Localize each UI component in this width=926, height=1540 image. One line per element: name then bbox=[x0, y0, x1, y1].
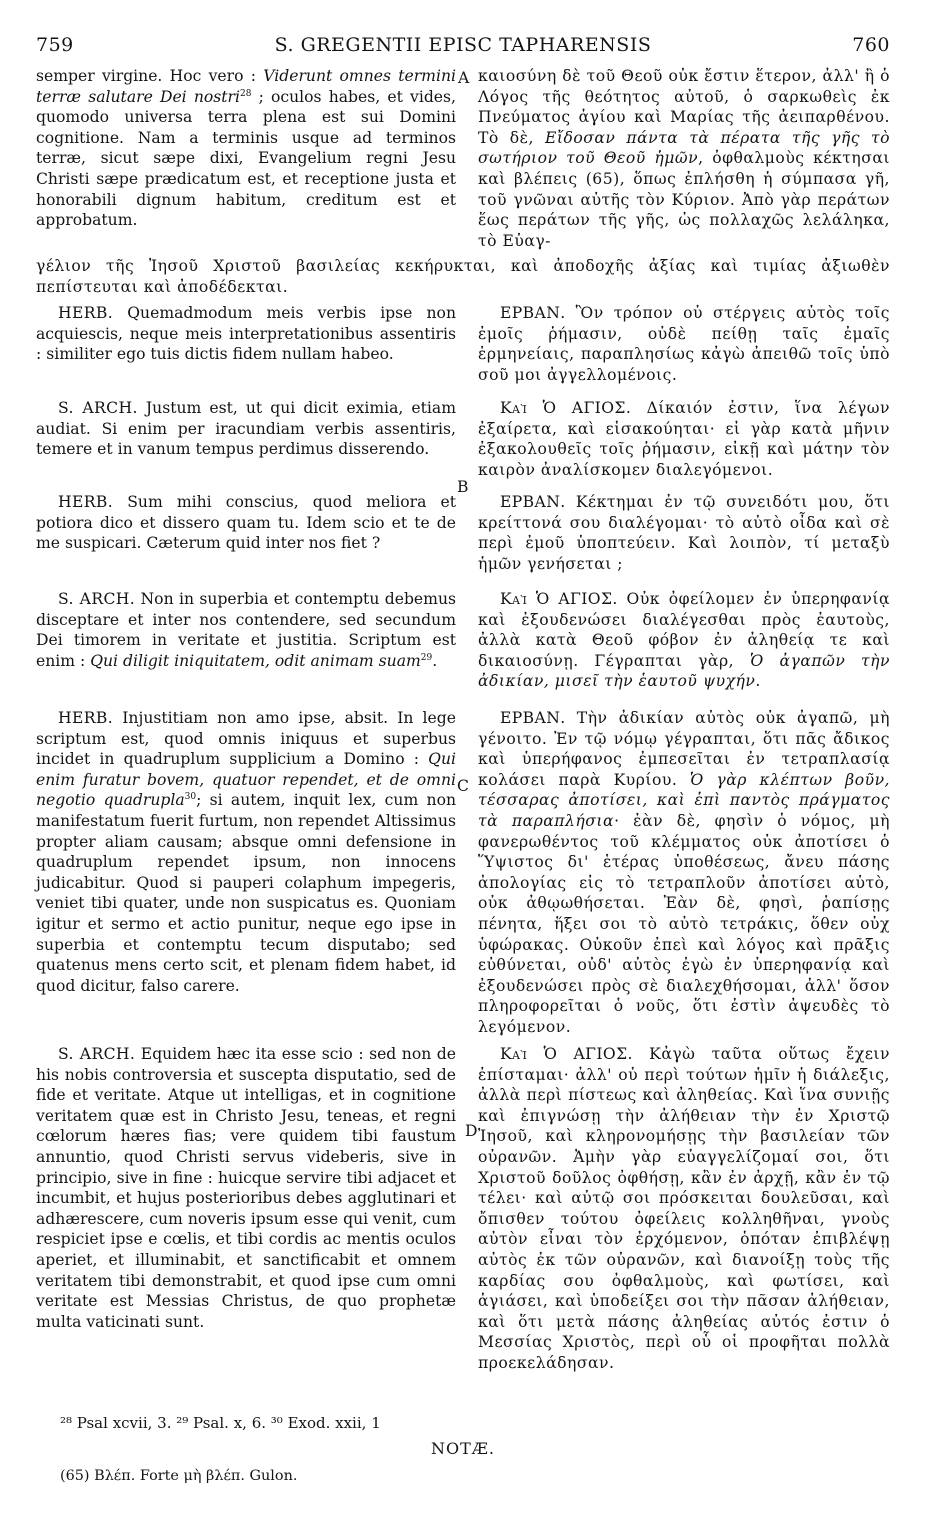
page-number-left: 759 bbox=[36, 34, 74, 56]
running-title: S. GREGENTII EPISC TAPHARENSIS bbox=[274, 34, 652, 56]
margin-letter-c: C bbox=[457, 777, 469, 795]
latin-paragraph-2: HERB. Quemadmodum meis verbis ipse non acquiescis, neque meis interpretationibus assentiris : similiter ego tuis dictis fidem nullam habeo. bbox=[36, 304, 456, 364]
latin-paragraph-7: S. ARCH. Equidem hæc ita esse scio : sed non de his nobis controversia et suscepta disputatio, sed de fide et veritate. Atque ut intelligas, et in cognitione veritatem quæ est in Christo Jesu, teneas, et regni cœlorum hæres fias; vere quidem tibi faustum annuntio, quod Christi servus videberis, sive in principio, sive in fine : huicque servire tibi adjacet et incumbit, et hujus posterioribus debes agglutinari et adhærescere, cum noveris ipsum esse qui venit, cum respiciet ipse e cœlis, et tibi cordis ac mentis oculos aperiet, et illuminabit, et sanctificabit et omnem veritatem tibi demonstrabit, et quod ipse cum omni veritate est Messias Christus, de quo prophetæ multa vaticinati sunt. bbox=[36, 1045, 457, 1331]
page-number-right: 760 bbox=[852, 34, 890, 56]
latin-paragraph-5: S. ARCH. Non in superbia et contemptu debemus disceptare et inter nos contendere, sed secundum Dei timorem in veritate et justitia. Scriptum est enim : Qui diligit iniquitatem, odit animam suam$^{29}$. bbox=[36, 590, 456, 670]
greek-paragraph-7: Καὶ Ὁ ΑΓΙΟΣ. Κἀγὼ ταῦτα οὕτως ἔχειν ἐπίσταμαι· ἀλλ' οὐ περὶ τούτων ἡμῖν ἡ διάλεξις, ἀλλὰ περὶ πίστεως καὶ ἀληθείας. Καὶ ἵνα συνιῇς καὶ ἐπιγνώσῃ τὴν ἀλήθειαν τὴν ἐν Χριστῷ Ἰησοῦ, καὶ κληρονομήσῃς τὴν βασιλείαν τῶν οὐρανῶν. Ἀμὴν γὰρ εὐαγγελίζομαί σοι, ὅτι Χριστοῦ δοῦλος ὀφθήσῃ, κἂν ἐν ἀρχῇ, κἂν ἐν τῷ τέλει· καὶ αὐτῷ σοι πρόσκειται δουλεῦσαι, καὶ ὄπισθεν τούτου ὀφείλεις κολληθῆναι, γνοὺς αὐτὸν εἶναι τὸν ἐρχόμενον, ὁπόταν ἐπιβλέψῃ αὐτὸς ἐκ τῶν οὐρανῶν, καὶ διανοίξῃ τοὺς τῆς καρδίας σου ὀφθαλμοὺς, καὶ φωτίσει, καὶ ἁγιάσει, καὶ ὑποδείξει σοι τὴν πᾶσαν ἀλήθειαν, καὶ ὅτι μετὰ πάσης ἀληθείας αὐτός ἐστιν ὁ Μεσσίας Χριστὸς, περὶ οὗ οἱ προφῆται πολλὰ προεκελάδησαν. bbox=[478, 1045, 890, 1372]
margin-letter-b: B bbox=[457, 478, 469, 496]
greek-paragraph-2: ΕΡΒΑΝ. Ὃν τρόπον οὐ στέργεις αὐτὸς τοῖς ἐμοῖς ῥήμασιν, οὐδὲ πείθῃ ταῖς ἐμαῖς ἑρμηνείαις, παραπλησίως κἀγὼ ἀπειθῶ τοῖς ὑπὸ σοῦ μοι ἀγγελλομένοις. bbox=[478, 304, 890, 384]
note-65: (65) Βλέπ. Forte μὴ βλέπ. Gulon. bbox=[60, 1468, 298, 1484]
greek-paragraph-4: ΕΡΒΑΝ. Κέκτημαι ἐν τῷ συνειδότι μου, ὅτι κρείττονά σου διαλέγομαι· τὸ αὐτὸ οἶδα καὶ σὲ περὶ ἐμοῦ ὑποπτεύειν. Καὶ λοιπὸν, τί μεταξὺ ἡμῶν γενήσεται ; bbox=[478, 493, 890, 573]
greek-column-top bbox=[478, 66, 890, 251]
margin-letter-a: A bbox=[458, 69, 470, 87]
greek-full-width-line: γέλιον τῆς Ἰησοῦ Χριστοῦ βασιλείας κεκήρυκται, καὶ ἀποδοχῆς ἀξίας καὶ τιμίας ἀξιωθὲν πεπίστευται καὶ ἀποδέδεκται. bbox=[36, 257, 890, 296]
latin-paragraph-3: S. ARCH. Justum est, ut qui dicit eximia, etiam audiat. Si enim per iracundiam verbis assentiris, temere et in vanum tempus perdimus disserendo. bbox=[36, 399, 456, 459]
margin-letter-d: D bbox=[465, 1122, 478, 1140]
latin-paragraph-1: semper virgine. Hoc vero : Viderunt omnes termini terræ salutare Dei nostri$^{28}$ ; oculos habes, et vides, quomodo universa terra plena est sui Domini cognitione. Nam a terminis usque ad terminos terræ, sicut sæpe dixi, Evangelium regni Jesu Christi sæpe prædicatum est, et receptione justa et honorabili dignum habitum, creditum est et approbatum. bbox=[36, 67, 456, 230]
notae-heading: NOTÆ. bbox=[431, 1439, 495, 1458]
latin-paragraph-4: HERB. Sum mihi conscius, quod meliora et potiora dico et dissero quam tu. Idem scio et te de me suspicari. Cæterum quid inter nos fiet ? bbox=[36, 493, 456, 553]
greek-paragraph-5: Καὶ Ὁ ΑΓΙΟΣ. Οὐκ ὀφείλομεν ἐν ὑπερηφανίᾳ καὶ ἐξουδενώσει διαλέγεσθαι πρὸς ἑαυτοὺς, ἀλλὰ κατὰ Θεοῦ φόβον ἐν ἀληθείᾳ τε καὶ δικαιοσύνῃ. Γέγραπται γὰρ, Ὁ ἀγαπῶν τὴν ἀδικίαν, μισεῖ τὴν ἑαυτοῦ ψυχήν. bbox=[478, 590, 890, 691]
greek-paragraph-3: Καὶ Ὁ ΑΓΙΟΣ. Δίκαιόν ἐστιν, ἵνα λέγων ἐξαίρετα, καὶ εἰσακούηται· εἰ γὰρ κατὰ μῆνιν ἐξακολουθεῖς τοῖς ῥήμασιν, εἰκῇ καὶ μάτην τὸν καιρὸν ἀναλίσκομεν διαλεγόμενοι. bbox=[478, 399, 890, 479]
greek-paragraph-6: ΕΡΒΑΝ. Τὴν ἀδικίαν αὐτὸς οὐκ ἀγαπῶ, μὴ γένοιτο. Ἐν τῷ νόμῳ γέγραπται, ὅτι πᾶς ἄδικος καὶ ὑπερήφανος ἐμπεσεῖται ἐν τετραπλασίᾳ κολάσει παρὰ Κυρίου. Ὁ γὰρ κλέπτων βοῦν, τέσσαρας ἀποτίσει, καὶ ἐπὶ παντὸς πράγματος τὰ παραπλήσια· ἐὰν δὲ, φησὶν ὁ νόμος, μὴ φανερωθέντος τοῦ κλέμματος οὐκ ἀποτίσει ὁ Ὕψιστος δι' ἑτέρας ὑποθέσεως, ἄνευ πάσης ἀπολογίας εἰς τὸ τετραπλοῦν ἀποτίσει αὐτὸ, οὐκ ἀθῳωθήσεται. Ἐὰν δὲ, φησὶ, ῥαπίσῃς πένητα, ἥξει σοι τὸ αὐτὸ τετράκις, ὅθεν οὐχ ὑφώρακας. Οὐκοῦν ἐπεὶ καὶ λόγος καὶ πρᾶξις εὐθύνεται, οὐδ' αὐτὸς ἐγὼ ἐν ὑπερηφανίᾳ καὶ ἐξουδενώσει πρὸς σὲ διαλεχθήσομαι, ἀλλ' ὅσον πληροφορεῖται ὁ νοῦς, ὅτι ἐστὶν ἀψευδὲς τὸ λεγόμενον. bbox=[478, 709, 891, 1036]
footnotes: ²⁸ Psal xcvii, 3. ²⁹ Psal. x, 6. ³⁰ Exod. xxii, 1 bbox=[60, 1414, 381, 1432]
latin-column-top bbox=[36, 66, 456, 231]
latin-paragraph-6: HERB. Injustitiam non amo ipse, absit. In lege scriptum est, quod omnis iniquus et superbus incidet in quadruplum supplicium a Domino : Qui enim furatur bovem, quatuor rependet, et de omni negotio quadrupla$^{30}$; si autem, inquit lex, cum non manifestatum fuerit furtum, non rependet Altissimus propter aliam causam; absque omni defensione in quadruplum rependet ipsum, non innocens judicabitur. Quod si pauperi colaphum impegeris, veniet tibi quater, unde non suspicatus es. Quoniam igitur et sermo et actio punitur, neque ego ipse in superbia et contemptu tecum disputabo; sed quatenus mens certo scit, et plenam fidem habet, id quod dicitur, falso carere. bbox=[36, 709, 456, 995]
greek-paragraph-1: καιοσύνη δὲ τοῦ Θεοῦ οὐκ ἔστιν ἕτερον, ἀλλ' ἢ ὁ Λόγος τῆς θεότητος αὐτοῦ, ὁ σαρκωθεὶς ἐκ Πνεύματος ἁγίου καὶ Μαρίας τῆς ἀειπαρθένου. Τὸ δὲ, Εἴδοσαν πάντα τὰ πέρατα τῆς γῆς τὸ σωτήριον τοῦ Θεοῦ ἡμῶν, ὀφθαλμοὺς κέκτησαι καὶ βλέπεις (65), ὅπως ἐπλήσθη ἡ σύμπασα γῆ, τοῦ γνῶναι αὐτῆς τὸν Κύριον. Ἀπὸ γὰρ περάτων ἕως περάτων τῆς γῆς, ὡς πολλαχῶς λελάληκα, τὸ Εὐαγ- bbox=[478, 67, 891, 250]
